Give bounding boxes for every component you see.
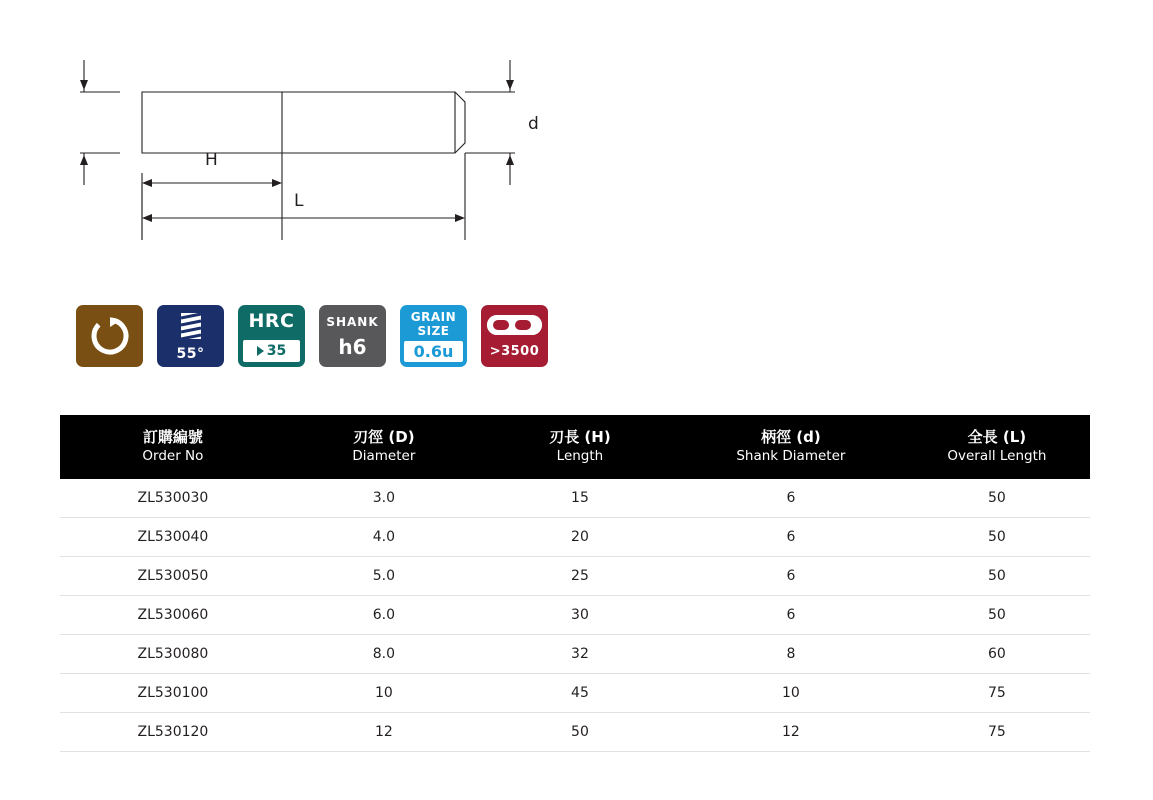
column-header-overall-length-en: Overall Length (947, 448, 1047, 465)
cell-overall-length: 50 (904, 518, 1090, 557)
cell-diameter: 5.0 (286, 557, 482, 596)
cell-overall-length: 50 (904, 596, 1090, 635)
cell-shank-diameter: 6 (678, 479, 904, 518)
grain-label-line2: SIZE (417, 324, 450, 338)
cell-order-no: ZL530040 (60, 518, 286, 557)
table-row (60, 635, 1090, 674)
tool-technical-drawing (60, 40, 580, 240)
cell-diameter: 4.0 (286, 518, 482, 557)
cell-overall-length: 50 (904, 479, 1090, 518)
cell-overall-length: 60 (904, 635, 1090, 674)
badge-shank (319, 305, 386, 367)
cell-order-no: ZL530100 (60, 674, 286, 713)
column-header-diameter (286, 415, 482, 479)
cell-length: 32 (482, 635, 678, 674)
cell-order-no: ZL530050 (60, 557, 286, 596)
cell-diameter: 10 (286, 674, 482, 713)
column-header-length-en: Length (556, 448, 604, 465)
column-header-length-zh: 刃長 (H) (549, 428, 611, 446)
cell-overall-length: 75 (904, 713, 1090, 752)
cell-length: 45 (482, 674, 678, 713)
column-header-order-no-en: Order No (142, 448, 204, 465)
table-header (60, 415, 1090, 479)
cell-order-no: ZL530030 (60, 479, 286, 518)
column-header-diameter-zh: 刃徑 (D) (353, 428, 415, 446)
dimension-label-H: H (205, 150, 218, 170)
dimension-label-L: L (294, 191, 304, 211)
helix-icon (178, 312, 204, 340)
cell-overall-length: 50 (904, 557, 1090, 596)
cell-length: 15 (482, 479, 678, 518)
rpm-bar-icon (487, 315, 542, 335)
dimension-label-d: d (528, 114, 539, 134)
column-header-diameter-en: Diameter (352, 448, 416, 465)
table-row (60, 518, 1090, 557)
cell-diameter: 8.0 (286, 635, 482, 674)
column-header-overall-length-zh: 全長 (L) (967, 428, 1027, 446)
specification-table (60, 415, 1090, 752)
cell-diameter: 3.0 (286, 479, 482, 518)
cell-overall-length: 75 (904, 674, 1090, 713)
badge-flutes (76, 305, 143, 367)
column-header-length (482, 415, 678, 479)
hardness-label: HRC (248, 310, 295, 332)
column-header-order-no (60, 415, 286, 479)
badge-grain-size (400, 305, 467, 367)
cell-length: 25 (482, 557, 678, 596)
cell-length: 50 (482, 713, 678, 752)
badge-helix-angle (157, 305, 224, 367)
table-row (60, 713, 1090, 752)
hardness-value-wrap (243, 340, 300, 362)
table-header-row (60, 415, 1090, 479)
table-body (60, 479, 1090, 752)
cell-shank-diameter: 6 (678, 596, 904, 635)
column-header-shank-diameter-zh: 柄徑 (d) (761, 428, 821, 446)
column-header-shank-diameter-en: Shank Diameter (736, 448, 846, 465)
cell-order-no: ZL530060 (60, 596, 286, 635)
grain-label-line1: GRAIN (410, 310, 457, 324)
table-row (60, 479, 1090, 518)
grain-value: 0.6u (404, 341, 463, 362)
column-header-overall-length (904, 415, 1090, 479)
cell-shank-diameter: 12 (678, 713, 904, 752)
cell-order-no: ZL530120 (60, 713, 286, 752)
column-header-order-no-zh: 訂購編號 (142, 428, 203, 446)
hardness-value: 35 (266, 343, 287, 359)
triangle-right-icon (257, 346, 264, 356)
cell-shank-diameter: 10 (678, 674, 904, 713)
cell-order-no: ZL530080 (60, 635, 286, 674)
table-row (60, 674, 1090, 713)
column-header-shank-diameter (678, 415, 904, 479)
table-row (60, 596, 1090, 635)
cell-shank-diameter: 8 (678, 635, 904, 674)
cell-shank-diameter: 6 (678, 557, 904, 596)
badge-rpm (481, 305, 548, 367)
shank-label: SHANK (326, 315, 379, 329)
badge-hardness (238, 305, 305, 367)
cell-length: 20 (482, 518, 678, 557)
helix-angle-value: 55° (176, 346, 205, 362)
shank-value: h6 (338, 335, 367, 359)
cell-diameter: 12 (286, 713, 482, 752)
cell-length: 30 (482, 596, 678, 635)
spec-badges (76, 305, 548, 367)
flutes-count: 3 (104, 327, 115, 345)
cell-shank-diameter: 6 (678, 518, 904, 557)
rpm-value: >3500 (489, 344, 540, 359)
table-row (60, 557, 1090, 596)
cell-diameter: 6.0 (286, 596, 482, 635)
